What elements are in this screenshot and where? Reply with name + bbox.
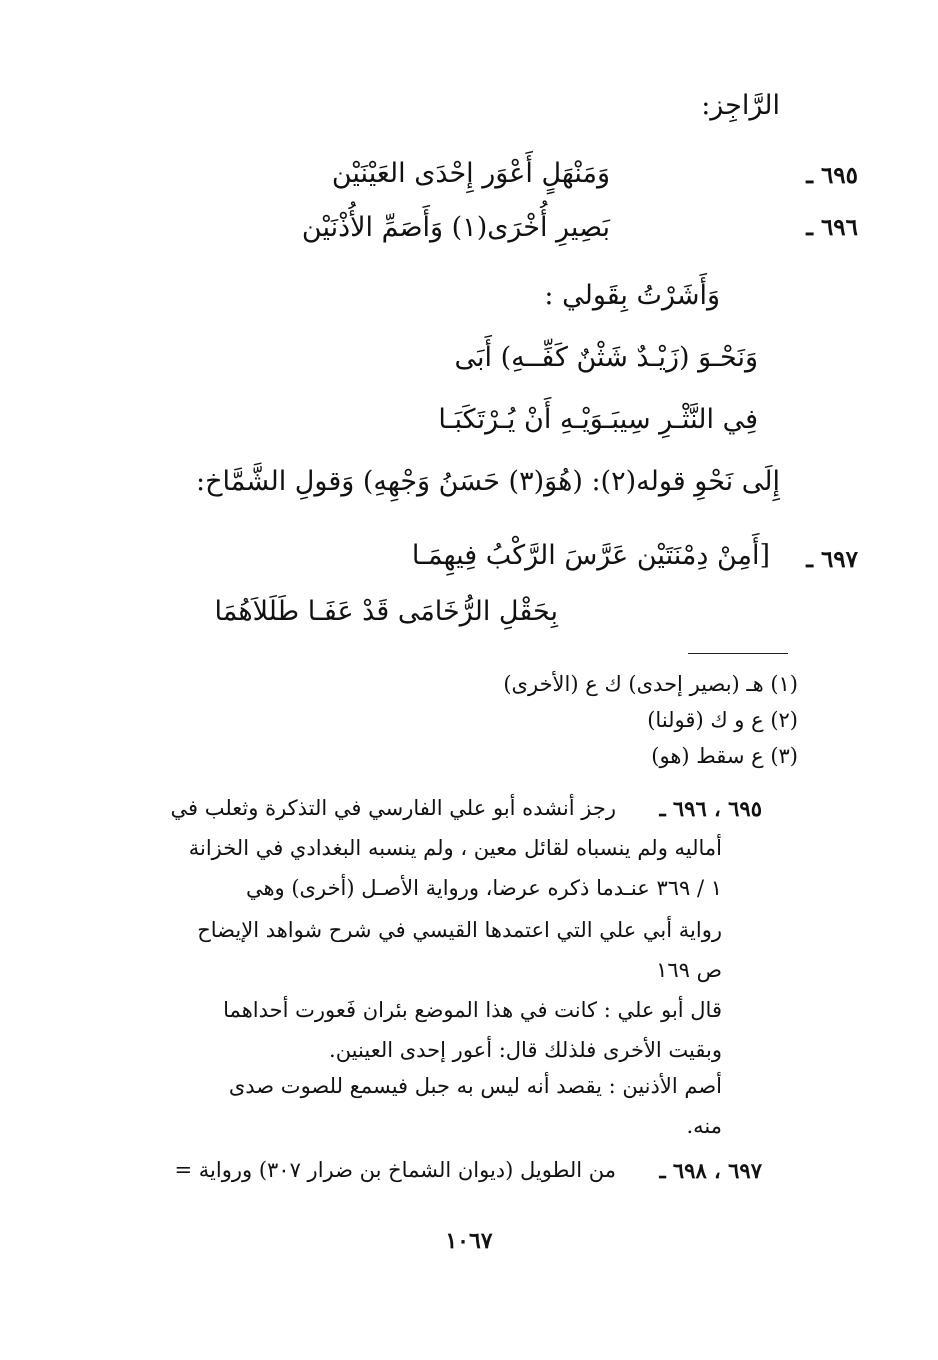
commentary-line: وبقيت الأخرى فلذلك قال: أعور إحدى العينين. [329,1038,722,1062]
footnote-1: (١) هـ (بصير إحدى) ك ع (الأخرى) [503,672,798,696]
commentary-line: أصم الأذنين : يقصد أنه ليس به جبل فيسمع للصوت صدى [228,1074,722,1098]
commentary-line: قال أبو علي : كانت في هذا الموضع بئران فَعورت أحداهما [223,998,722,1022]
prose-line: إِلَى نَحْوِ قوله(٢): (هُوَ(٣) حَسَنُ وَجْهِهِ) وَقولِ الشَّمَّاخ: [196,466,780,497]
commentary-line: رجز أنشده أبو علي الفارسي في التذكرة وثعلب في [170,796,616,820]
commentary-number-697-698: ٦٩٧ ، ٦٩٨ ـ [659,1158,762,1183]
commentary-line: ١ / ٣٦٩ عنـدما ذكره عرضا، ورواية الأصـل (أخرى) وهي [245,876,722,900]
poem-line-1: وَنَحْـوَ (زَيْـدٌ شَثْنٌ كَفِّــهِ) أَبَى [454,342,758,373]
verse-number-696: ٦٩٦ ـ [806,214,858,241]
poem-line-2: فِي النَّثْـرِ سِيبَـوَيْـهِ أَنْ يُـرْتَكَبَـا [438,404,758,435]
page-number: ١٠٦٧ [445,1228,493,1254]
verse-695: وَمَنْهَلٍ أَعْوَر إِحْدَى العَيْنَيْن [331,158,610,189]
commentary-number-695-696: ٦٩٥ ، ٦٩٦ ـ [659,796,762,821]
footnote-3: (٣) ع سقط (هو) [651,744,798,768]
commentary-line: ص ١٦٩ [656,958,722,982]
commentary-line: من الطويل (ديوان الشماخ بن ضرار ٣٠٧) ورواية = [174,1158,616,1182]
footnote-2: (٢) ع و ك (قولنا) [647,708,798,732]
verse-697-line-2: بِحَقْلِ الرُّخَامَى قَدْ عَفَـا طَلَلاَهُمَا [214,596,558,627]
verse-number-695: ٦٩٥ ـ [806,162,858,189]
heading: الرَّاجِز: [701,90,780,121]
verse-number-697: ٦٩٧ ـ [806,546,858,573]
intro-line: وَأَشَرْتُ بِقَولي : [544,280,720,311]
footnote-divider [688,653,788,654]
verse-697-line-1: [أَمِنْ دِمْنَتَيْن عَرَّسَ الرَّكْبُ فِيهِمَـا [411,540,770,571]
commentary-line: رواية أبي علي التي اعتمدها القيسي في شرح شواهد الإيضاح [197,918,722,942]
verse-696: بَصِيرِ أُخْرَى(١) وَأَصَمِّ الأُذْنَيْن [301,212,610,243]
commentary-line: منه. [686,1114,722,1138]
commentary-line: أماليه ولم ينسباه لقائل معين ، ولم ينسبه البغدادي في الخزانة [188,836,722,860]
